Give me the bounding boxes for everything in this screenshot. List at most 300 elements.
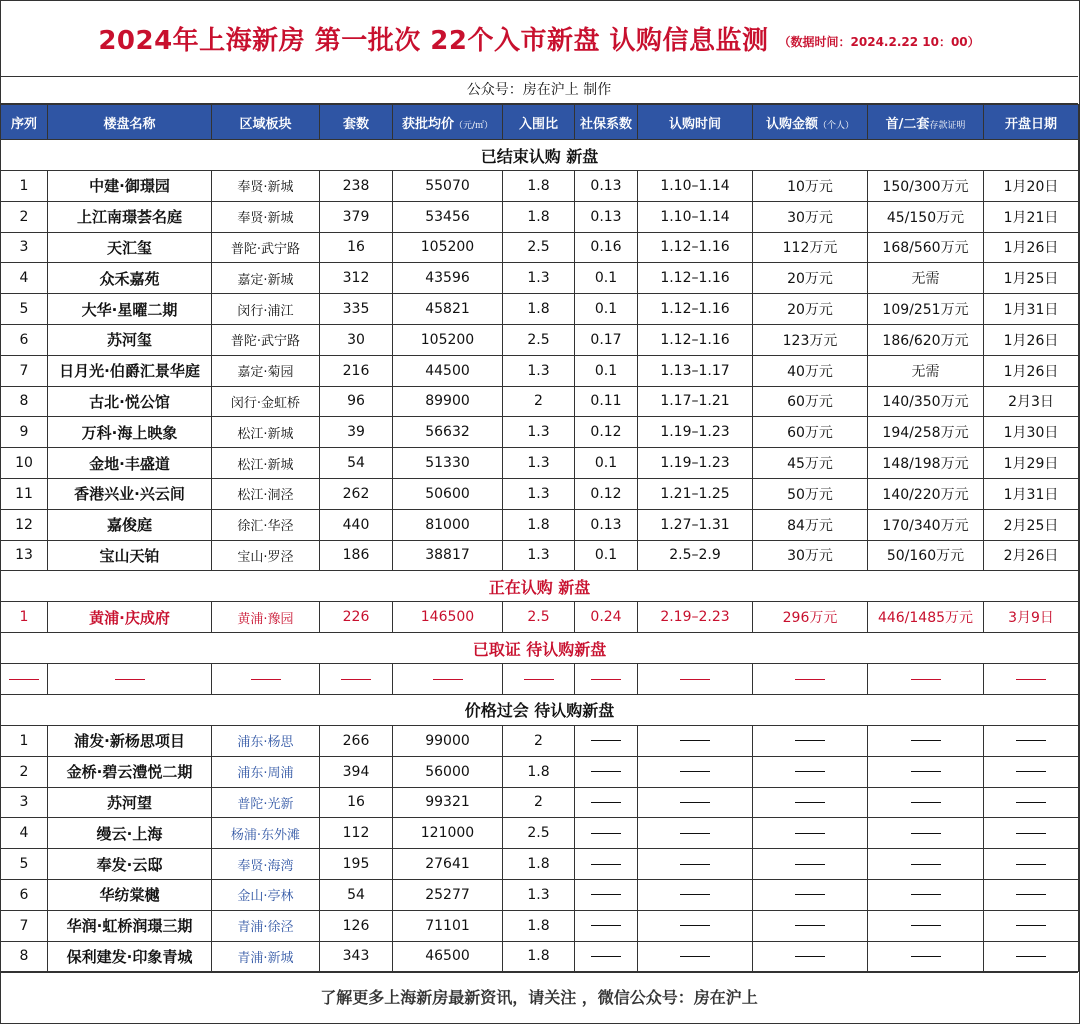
table-cell: 51330 bbox=[393, 448, 503, 479]
table-cell: 0.12 bbox=[575, 417, 638, 448]
table-cell: 2月26日 bbox=[984, 540, 1079, 571]
table-row bbox=[1, 540, 1079, 571]
table-row bbox=[1, 509, 1079, 540]
section-title: 已结束认购 新盘 bbox=[1, 140, 1079, 171]
empty-dash-cell bbox=[868, 756, 984, 787]
table-cell: 宝山天铂 bbox=[48, 540, 212, 571]
table-cell: 2 bbox=[1, 201, 48, 232]
table-cell: 0.1 bbox=[575, 263, 638, 294]
empty-dash-cell bbox=[638, 756, 753, 787]
table-cell: 4 bbox=[1, 263, 48, 294]
empty-dash-cell bbox=[868, 787, 984, 818]
table-cell: 1.12–1.16 bbox=[638, 324, 753, 355]
column-header-label: 区域板块 bbox=[239, 116, 292, 132]
table-cell: 6 bbox=[1, 324, 48, 355]
table-cell: 闵行·金虹桥 bbox=[212, 386, 320, 417]
table-cell: 50/160万元 bbox=[868, 540, 984, 571]
table-row bbox=[1, 941, 1079, 972]
table-cell: 1月26日 bbox=[984, 232, 1079, 263]
table-cell: 1.8 bbox=[503, 509, 575, 540]
table-row bbox=[1, 355, 1079, 386]
table-cell: 105200 bbox=[393, 324, 503, 355]
empty-dash-cell bbox=[984, 941, 1079, 972]
table-cell: 25277 bbox=[393, 879, 503, 910]
empty-dash-cell bbox=[753, 756, 868, 787]
empty-dash-cell bbox=[638, 849, 753, 880]
table-cell: 1.8 bbox=[503, 849, 575, 880]
table-cell: 9 bbox=[1, 417, 48, 448]
empty-dash-cell bbox=[753, 910, 868, 941]
table-cell: 1.8 bbox=[503, 171, 575, 202]
empty-dash-cell bbox=[868, 941, 984, 972]
dash-placeholder bbox=[524, 679, 554, 680]
dash-placeholder bbox=[911, 802, 941, 803]
empty-dash-cell bbox=[638, 787, 753, 818]
table-cell: 7 bbox=[1, 910, 48, 941]
table-cell: 343 bbox=[320, 941, 393, 972]
section-ended bbox=[1, 140, 1079, 171]
dash-placeholder bbox=[1016, 802, 1046, 803]
empty-dash-cell bbox=[984, 756, 1079, 787]
column-header-note: （个人） bbox=[818, 120, 855, 131]
table-cell: 普陀·武宁路 bbox=[212, 232, 320, 263]
table-cell: 112万元 bbox=[753, 232, 868, 263]
table-cell: 216 bbox=[320, 355, 393, 386]
table-row bbox=[1, 849, 1079, 880]
table-cell: 46500 bbox=[393, 941, 503, 972]
table-cell: 27641 bbox=[393, 849, 503, 880]
dash-placeholder bbox=[1016, 894, 1046, 895]
table-cell: 2 bbox=[1, 756, 48, 787]
empty-dash-cell bbox=[575, 725, 638, 756]
dash-placeholder bbox=[795, 771, 825, 772]
dash-placeholder bbox=[795, 864, 825, 865]
column-header-note: （元/㎡） bbox=[453, 120, 494, 131]
column-header-label: 开盘日期 bbox=[1004, 116, 1057, 132]
table-cell: 0.17 bbox=[575, 324, 638, 355]
column-header-note: 存款证明 bbox=[929, 120, 966, 131]
table-cell: 苏河望 bbox=[48, 787, 212, 818]
table-cell: 1月25日 bbox=[984, 263, 1079, 294]
empty-dash-cell bbox=[212, 664, 320, 695]
table-cell: 312 bbox=[320, 263, 393, 294]
table-cell: 238 bbox=[320, 171, 393, 202]
column-header-label: 入围比 bbox=[518, 116, 558, 132]
dash-placeholder bbox=[680, 864, 710, 865]
table-cell: 140/350万元 bbox=[868, 386, 984, 417]
table-cell: 奉贤·新城 bbox=[212, 171, 320, 202]
table-cell: 无需 bbox=[868, 355, 984, 386]
column-header bbox=[48, 105, 212, 140]
table-row bbox=[1, 294, 1079, 325]
table-cell: 1月20日 bbox=[984, 171, 1079, 202]
table-cell: 1月31日 bbox=[984, 294, 1079, 325]
title-data-time: （数据时间：2024.2.22 10：00） bbox=[778, 34, 980, 49]
table-cell: 148/198万元 bbox=[868, 448, 984, 479]
column-header bbox=[503, 105, 575, 140]
table-cell: 10万元 bbox=[753, 171, 868, 202]
table-cell: 1.3 bbox=[503, 263, 575, 294]
table-row-empty bbox=[1, 664, 1079, 695]
section-certified bbox=[1, 633, 1079, 664]
table-cell: 379 bbox=[320, 201, 393, 232]
column-header-label: 认购时间 bbox=[668, 116, 721, 132]
empty-dash-cell bbox=[638, 941, 753, 972]
dash-placeholder bbox=[591, 771, 621, 772]
table-cell: 嘉俊庭 bbox=[48, 509, 212, 540]
table-row bbox=[1, 818, 1079, 849]
credit-line: 公众号：房在沪上 制作 bbox=[0, 77, 1078, 104]
section-title: 正在认购 新盘 bbox=[1, 571, 1079, 602]
empty-dash-cell bbox=[575, 756, 638, 787]
table-cell: 众禾嘉苑 bbox=[48, 263, 212, 294]
table-cell: 40万元 bbox=[753, 355, 868, 386]
table-row bbox=[1, 448, 1079, 479]
dash-placeholder bbox=[911, 679, 941, 680]
table-cell: 84万元 bbox=[753, 509, 868, 540]
table-cell: 38817 bbox=[393, 540, 503, 571]
table-cell: 44500 bbox=[393, 355, 503, 386]
table-cell: 20万元 bbox=[753, 294, 868, 325]
table-cell: 2 bbox=[503, 386, 575, 417]
table-cell: 54 bbox=[320, 879, 393, 910]
table-cell: 440 bbox=[320, 509, 393, 540]
empty-dash-cell bbox=[984, 818, 1079, 849]
table-cell: 8 bbox=[1, 386, 48, 417]
table-cell: 45821 bbox=[393, 294, 503, 325]
empty-dash-cell bbox=[638, 879, 753, 910]
empty-dash-cell bbox=[753, 725, 868, 756]
empty-dash-cell bbox=[868, 725, 984, 756]
table-cell: 186/620万元 bbox=[868, 324, 984, 355]
table-cell: 1.3 bbox=[503, 540, 575, 571]
table-row bbox=[1, 417, 1079, 448]
table-cell: 0.1 bbox=[575, 540, 638, 571]
table-row bbox=[1, 232, 1079, 263]
empty-dash-cell bbox=[868, 879, 984, 910]
table-cell: 1.12–1.16 bbox=[638, 294, 753, 325]
table-cell: 10 bbox=[1, 448, 48, 479]
dash-placeholder bbox=[795, 894, 825, 895]
dash-placeholder bbox=[911, 925, 941, 926]
table-cell: 1.3 bbox=[503, 879, 575, 910]
empty-dash-cell bbox=[575, 818, 638, 849]
table-cell: 金山·亭林 bbox=[212, 879, 320, 910]
table-cell: 2.5 bbox=[503, 818, 575, 849]
dash-placeholder bbox=[1016, 679, 1046, 680]
dash-placeholder bbox=[680, 679, 710, 680]
column-header bbox=[320, 105, 393, 140]
section-title: 已取证 待认购新盘 bbox=[1, 633, 1079, 664]
table-cell: 123万元 bbox=[753, 324, 868, 355]
table-cell: 1.10–1.14 bbox=[638, 171, 753, 202]
table-cell: 0.1 bbox=[575, 294, 638, 325]
table-cell: 11 bbox=[1, 478, 48, 509]
table-cell: 华纺棠樾 bbox=[48, 879, 212, 910]
table-cell: 1.3 bbox=[503, 417, 575, 448]
dash-placeholder bbox=[795, 740, 825, 741]
empty-dash-cell bbox=[575, 849, 638, 880]
table-cell: 大华·星曜二期 bbox=[48, 294, 212, 325]
table-cell: 1.8 bbox=[503, 910, 575, 941]
table-cell: 1.8 bbox=[503, 201, 575, 232]
dash-placeholder bbox=[591, 925, 621, 926]
table-cell: 168/560万元 bbox=[868, 232, 984, 263]
table-cell: 浦发·新杨思项目 bbox=[48, 725, 212, 756]
table-cell: 39 bbox=[320, 417, 393, 448]
table-cell: 苏河玺 bbox=[48, 324, 212, 355]
dash-placeholder bbox=[680, 740, 710, 741]
table-cell: 嘉定·新城 bbox=[212, 263, 320, 294]
table-cell: 0.1 bbox=[575, 355, 638, 386]
section-active bbox=[1, 571, 1079, 602]
empty-dash-cell bbox=[575, 664, 638, 695]
table-cell: 81000 bbox=[393, 509, 503, 540]
table-cell: 中建·御璟园 bbox=[48, 171, 212, 202]
table-cell: 99000 bbox=[393, 725, 503, 756]
table-cell: 5 bbox=[1, 849, 48, 880]
table-cell: 3月9日 bbox=[984, 602, 1079, 633]
table-cell: 16 bbox=[320, 232, 393, 263]
table-cell: 1.8 bbox=[503, 941, 575, 972]
dash-placeholder bbox=[911, 894, 941, 895]
section-priced bbox=[1, 694, 1079, 725]
table-cell: 奉贤·海湾 bbox=[212, 849, 320, 880]
empty-dash-cell bbox=[868, 664, 984, 695]
dash-placeholder bbox=[115, 679, 145, 680]
table-cell: 262 bbox=[320, 478, 393, 509]
dash-placeholder bbox=[680, 833, 710, 834]
dash-placeholder bbox=[1016, 956, 1046, 957]
empty-dash-cell bbox=[48, 664, 212, 695]
dash-placeholder bbox=[680, 771, 710, 772]
table-cell: 2 bbox=[503, 787, 575, 818]
table-cell: 万科·海上映象 bbox=[48, 417, 212, 448]
dash-placeholder bbox=[433, 679, 463, 680]
table-cell: 金地·丰盛道 bbox=[48, 448, 212, 479]
table-cell: 296万元 bbox=[753, 602, 868, 633]
table-cell: 13 bbox=[1, 540, 48, 571]
dash-placeholder bbox=[911, 864, 941, 865]
column-header bbox=[1, 105, 48, 140]
table-cell: 43596 bbox=[393, 263, 503, 294]
table-cell: 闵行·浦江 bbox=[212, 294, 320, 325]
table-cell: 105200 bbox=[393, 232, 503, 263]
table-cell: 杨浦·东外滩 bbox=[212, 818, 320, 849]
column-header bbox=[638, 105, 753, 140]
table-cell: 1.19–1.23 bbox=[638, 417, 753, 448]
table-cell: 53456 bbox=[393, 201, 503, 232]
empty-dash-cell bbox=[575, 787, 638, 818]
table-cell: 奉发·云邸 bbox=[48, 849, 212, 880]
empty-dash-cell bbox=[753, 818, 868, 849]
table-cell: 6 bbox=[1, 879, 48, 910]
table-cell: 黄浦·庆成府 bbox=[48, 602, 212, 633]
empty-dash-cell bbox=[575, 910, 638, 941]
table-cell: 5 bbox=[1, 294, 48, 325]
table-cell: 3 bbox=[1, 232, 48, 263]
table-cell: 上江南璟荟名庭 bbox=[48, 201, 212, 232]
dash-placeholder bbox=[341, 679, 371, 680]
dash-placeholder bbox=[1016, 771, 1046, 772]
empty-dash-cell bbox=[575, 941, 638, 972]
table-cell: 20万元 bbox=[753, 263, 868, 294]
dash-placeholder bbox=[591, 802, 621, 803]
table-row bbox=[1, 725, 1079, 756]
empty-dash-cell bbox=[753, 941, 868, 972]
empty-dash-cell bbox=[503, 664, 575, 695]
table-header-row bbox=[1, 105, 1079, 140]
table-cell: 266 bbox=[320, 725, 393, 756]
table-cell: 0.12 bbox=[575, 478, 638, 509]
table-cell: 0.13 bbox=[575, 201, 638, 232]
table-row bbox=[1, 602, 1079, 633]
table-cell: 2.5 bbox=[503, 324, 575, 355]
table-cell: 335 bbox=[320, 294, 393, 325]
dash-placeholder bbox=[795, 802, 825, 803]
table-row bbox=[1, 478, 1079, 509]
empty-dash-cell bbox=[393, 664, 503, 695]
empty-dash-cell bbox=[638, 725, 753, 756]
table-cell: 60万元 bbox=[753, 417, 868, 448]
dash-placeholder bbox=[591, 679, 621, 680]
column-header-label: 获批均价 bbox=[401, 116, 454, 132]
page-title bbox=[0, 0, 1078, 77]
dash-placeholder bbox=[911, 740, 941, 741]
table-cell: 1.17–1.21 bbox=[638, 386, 753, 417]
table-cell: 徐汇·华泾 bbox=[212, 509, 320, 540]
dash-placeholder bbox=[591, 740, 621, 741]
column-header bbox=[753, 105, 868, 140]
table-cell: 1 bbox=[1, 602, 48, 633]
listings-table bbox=[0, 104, 1079, 972]
table-cell: 1.8 bbox=[503, 294, 575, 325]
table-cell: 天汇玺 bbox=[48, 232, 212, 263]
table-cell: 1.19–1.23 bbox=[638, 448, 753, 479]
table-cell: 1.12–1.16 bbox=[638, 263, 753, 294]
dash-placeholder bbox=[9, 679, 39, 680]
empty-dash-cell bbox=[868, 910, 984, 941]
column-header bbox=[984, 105, 1079, 140]
column-header bbox=[212, 105, 320, 140]
table-cell: 0.1 bbox=[575, 448, 638, 479]
table-cell: 1月21日 bbox=[984, 201, 1079, 232]
dash-placeholder bbox=[1016, 833, 1046, 834]
table-row bbox=[1, 201, 1079, 232]
table-cell: 146500 bbox=[393, 602, 503, 633]
dash-placeholder bbox=[1016, 925, 1046, 926]
table-cell: 194/258万元 bbox=[868, 417, 984, 448]
table-cell: 121000 bbox=[393, 818, 503, 849]
table-cell: 394 bbox=[320, 756, 393, 787]
table-cell: 松江·新城 bbox=[212, 448, 320, 479]
table-cell: 嘉定·菊园 bbox=[212, 355, 320, 386]
table-cell: 446/1485万元 bbox=[868, 602, 984, 633]
empty-dash-cell bbox=[868, 849, 984, 880]
table-cell: 71101 bbox=[393, 910, 503, 941]
table-cell: 1月26日 bbox=[984, 355, 1079, 386]
table-cell: 126 bbox=[320, 910, 393, 941]
empty-dash-cell bbox=[984, 664, 1079, 695]
table-row bbox=[1, 910, 1079, 941]
table-row bbox=[1, 787, 1079, 818]
table-cell: 99321 bbox=[393, 787, 503, 818]
table-cell: 195 bbox=[320, 849, 393, 880]
table-cell: 普陀·武宁路 bbox=[212, 324, 320, 355]
table-cell: 54 bbox=[320, 448, 393, 479]
table-cell: 缦云·上海 bbox=[48, 818, 212, 849]
dash-placeholder bbox=[1016, 864, 1046, 865]
empty-dash-cell bbox=[753, 849, 868, 880]
empty-dash-cell bbox=[575, 879, 638, 910]
table-cell: 1.3 bbox=[503, 478, 575, 509]
table-cell: 89900 bbox=[393, 386, 503, 417]
table-cell: 2月3日 bbox=[984, 386, 1079, 417]
dash-placeholder bbox=[591, 956, 621, 957]
footer-note: 了解更多上海新房最新资讯，请关注 ，微信公众号：房在沪上 bbox=[0, 972, 1078, 1023]
table-cell: 16 bbox=[320, 787, 393, 818]
dash-placeholder bbox=[795, 925, 825, 926]
column-header-label: 认购金额 bbox=[765, 116, 818, 132]
empty-dash-cell bbox=[753, 664, 868, 695]
table-cell: 1.21–1.25 bbox=[638, 478, 753, 509]
table-cell: 2.5 bbox=[503, 602, 575, 633]
table-cell: 1 bbox=[1, 725, 48, 756]
table-cell: 140/220万元 bbox=[868, 478, 984, 509]
table-cell: 日月光·伯爵汇景华庭 bbox=[48, 355, 212, 386]
table-cell: 60万元 bbox=[753, 386, 868, 417]
empty-dash-cell bbox=[320, 664, 393, 695]
column-header bbox=[575, 105, 638, 140]
dash-placeholder bbox=[911, 956, 941, 957]
table-cell: 金桥·碧云澧悦二期 bbox=[48, 756, 212, 787]
table-cell: 1.3 bbox=[503, 448, 575, 479]
table-cell: 奉贤·新城 bbox=[212, 201, 320, 232]
table-cell: 0.13 bbox=[575, 509, 638, 540]
empty-dash-cell bbox=[638, 664, 753, 695]
table-cell: 0.13 bbox=[575, 171, 638, 202]
dash-placeholder bbox=[680, 894, 710, 895]
table-cell: 1.3 bbox=[503, 355, 575, 386]
table-cell: 1.12–1.16 bbox=[638, 232, 753, 263]
table-cell: 56632 bbox=[393, 417, 503, 448]
table-row bbox=[1, 263, 1079, 294]
table-cell: 1月31日 bbox=[984, 478, 1079, 509]
column-header bbox=[393, 105, 503, 140]
dash-placeholder bbox=[795, 956, 825, 957]
table-body bbox=[1, 140, 1079, 972]
empty-dash-cell bbox=[984, 725, 1079, 756]
table-cell: 12 bbox=[1, 509, 48, 540]
dash-placeholder bbox=[680, 925, 710, 926]
table-cell: 112 bbox=[320, 818, 393, 849]
table-row bbox=[1, 171, 1079, 202]
table-cell: 普陀·光新 bbox=[212, 787, 320, 818]
table-cell: 无需 bbox=[868, 263, 984, 294]
table-cell: 45/150万元 bbox=[868, 201, 984, 232]
table-cell: 2 bbox=[503, 725, 575, 756]
table-cell: 186 bbox=[320, 540, 393, 571]
table-cell: 7 bbox=[1, 355, 48, 386]
table-cell: 109/251万元 bbox=[868, 294, 984, 325]
table-cell: 96 bbox=[320, 386, 393, 417]
column-header-label: 序列 bbox=[10, 116, 37, 132]
empty-dash-cell bbox=[984, 787, 1079, 818]
empty-dash-cell bbox=[638, 910, 753, 941]
table-cell: 56000 bbox=[393, 756, 503, 787]
dash-placeholder bbox=[1016, 740, 1046, 741]
table-cell: 8 bbox=[1, 941, 48, 972]
